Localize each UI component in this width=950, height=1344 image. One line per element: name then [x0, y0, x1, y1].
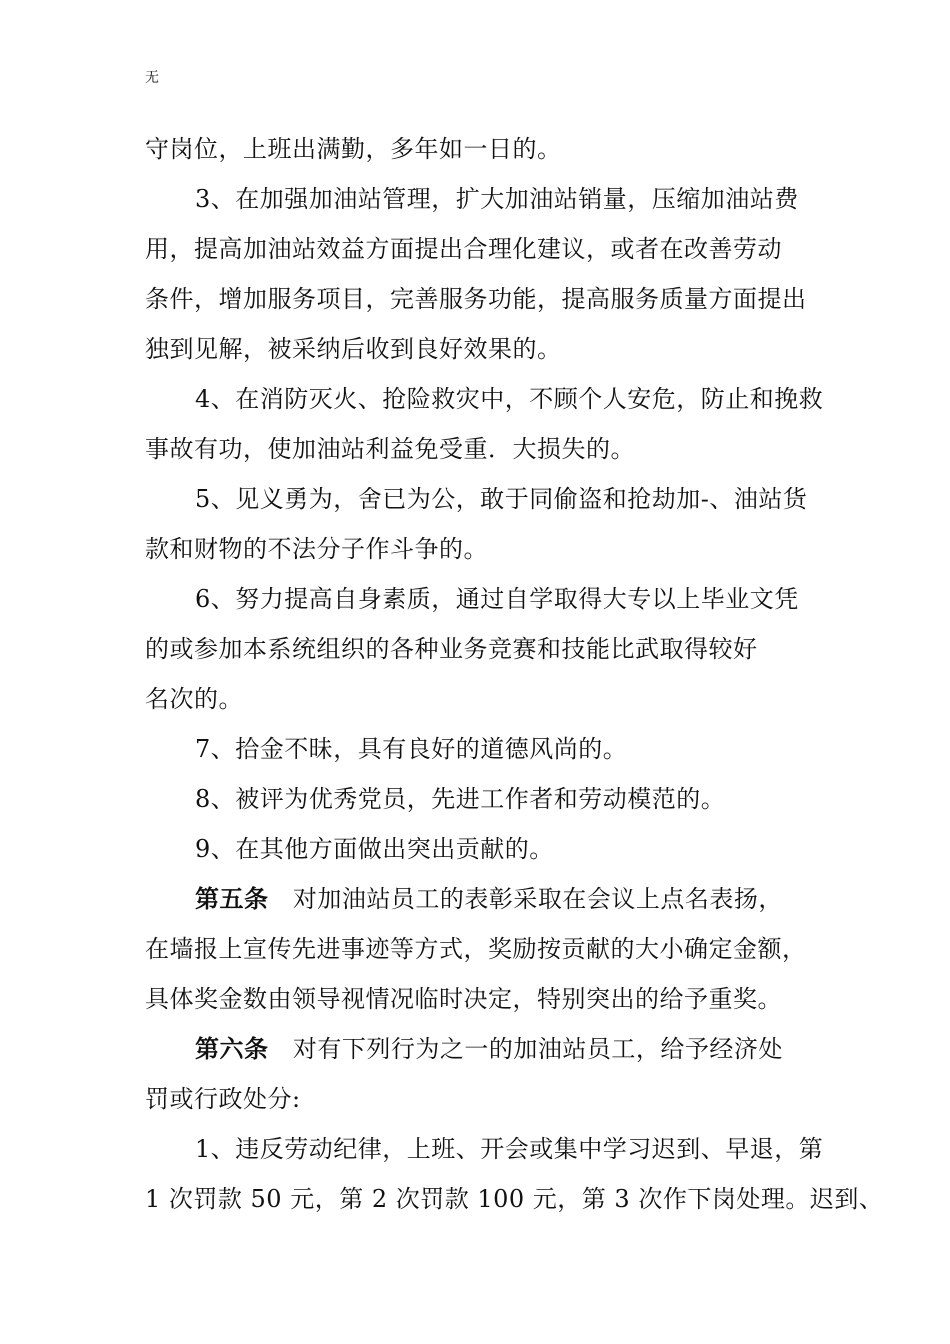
list-item-6-line: 名次的。 — [145, 685, 243, 713]
list-item-4-line: 4、在消防灭火、抢险救灾中，不顾个人安危，防止和挽救 — [195, 385, 824, 413]
list-item-3-line: 条件，增加服务项目，完善服务功能，提高服务质量方面提出 — [145, 285, 807, 313]
article-6-title: 第六条 — [195, 1034, 269, 1063]
article-5-line: 具体奖金数由领导视情况临时决定，特别突出的给予重奖。 — [145, 985, 782, 1013]
list-item-6-line: 的或参加本系统组织的各种业务竞赛和技能比武取得较好 — [145, 635, 758, 663]
list-item-3-line: 用，提高加油站效益方面提出合理化建议，或者在改善劳动 — [145, 235, 782, 263]
list-item-5-line: 款和财物的不法分子作斗争的。 — [145, 535, 488, 563]
list-item-4-line: 事故有功，使加油站利益免受重．大损失的。 — [145, 435, 635, 463]
list-item-9-line: 9、在其他方面做出突出贡献的。 — [195, 835, 554, 863]
article-6-text: 对有下列行为之一的加油站员工，给予经济处 — [292, 1035, 783, 1063]
list-item-3-line: 独到见解，被采纳后收到良好效果的。 — [145, 335, 562, 363]
document-body — [145, 124, 884, 1224]
list-item-7-line: 7、拾金不昧，具有良好的道德风尚的。 — [195, 735, 628, 763]
list-item-1-line: 1、违反劳动纪律，上班、开会或集中学习迟到、早退，第 — [195, 1135, 824, 1163]
article-6-line: 罚或行政处分: — [145, 1085, 301, 1113]
list-item-8-line: 8、被评为优秀党员，先进工作者和劳动模范的。 — [195, 785, 726, 813]
article-6-line — [145, 1024, 825, 1074]
paragraph-line: 守岗位，上班出满勤，多年如一日的。 — [145, 135, 562, 163]
list-item-1-line: 1 次罚款 50 元，第 2 次罚款 100 元，第 3 次作下岗处理。迟到、 — [145, 1185, 884, 1213]
article-5-text: 对加油站员工的表彰采取在会议上点名表扬， — [292, 885, 783, 913]
article-5-title: 第五条 — [195, 884, 269, 913]
list-item-3-line: 3、在加强加油站管理，扩大加油站销量，压缩加油站费 — [195, 185, 799, 213]
page-header: 无 — [145, 70, 159, 86]
list-item-5-line: 5、见义勇为，舍已为公，敢于同偷盗和抢劫加-、油站货 — [195, 485, 808, 513]
article-5-line: 在墙报上宣传先进事迹等方式，奖励按贡献的大小确定金额， — [145, 935, 807, 963]
list-item-6-line: 6、努力提高自身素质，通过自学取得大专以上毕业文凭 — [195, 585, 799, 613]
article-5-line — [145, 874, 825, 924]
